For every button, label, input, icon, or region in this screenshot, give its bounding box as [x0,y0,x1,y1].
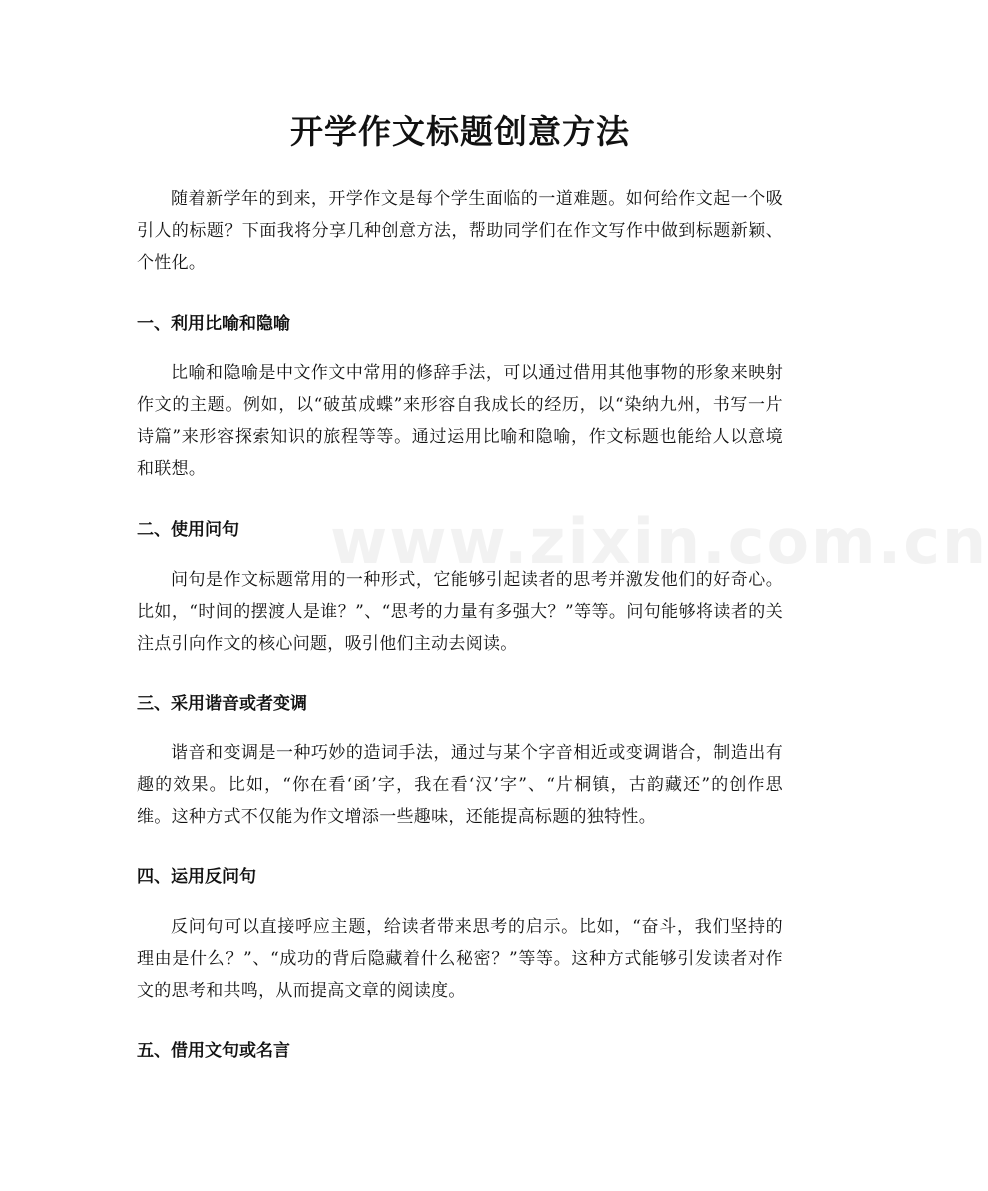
intro-paragraph: 随着新学年的到来，开学作文是每个学生面临的一道难题。如何给作文起一个吸引人的标题？下面我将分享几种创意方法，帮助同学们在作文写作中做到标题新颖、个性化。 [137,189,783,273]
section-body-2: 问句是作文标题常用的一种形式，它能够引起读者的思考并激发他们的好奇心。比如，“时间的摆渡人是谁？”、“思考的力量有多强大？”等等。问句能够将读者的关注点引向作文的核心问题，吸引他们主动去阅读。 [137,570,783,654]
section-body-3: 谐音和变调是一种巧妙的造词手法，通过与某个字音相近或变调谐合，制造出有趣的效果。比如，“你在看‘函’字，我在看‘汉’字”、“片桐镇，古韵藏还”的创作思维。这种方式不仅能为作文增添一些趣味，还能提高标题的独特性。 [137,743,783,827]
section-body-1: 比喻和隐喻是中文作文中常用的修辞手法，可以通过借用其他事物的形象来映射作文的主题。例如，以“破茧成蝶”来形容自我成长的经历，以“染纳九州，书写一片诗篇”来形容探索知识的旅程等等。通过运用比喻和隐喻，作文标题也能给人以意境和联想。 [137,363,783,479]
section-heading-5: 五、借用文句或名言 [137,1041,290,1061]
watermark: www.zixin.com.cn [330,505,988,578]
section-heading-4: 四、运用反问句 [137,867,256,887]
section-heading-2: 二、使用问句 [137,520,239,540]
page-title: 开学作文标题创意方法 [290,112,630,151]
section-body-4: 反问句可以直接呼应主题，给读者带来思考的启示。比如，“奋斗，我们坚持的理由是什么？”、“成功的背后隐藏着什么秘密？”等等。这种方式能够引发读者对作文的思考和共鸣，从而提高文章的阅读度。 [137,917,783,1001]
section-heading-3: 三、采用谐音或者变调 [137,694,307,714]
section-heading-1: 一、利用比喻和隐喻 [137,314,290,334]
